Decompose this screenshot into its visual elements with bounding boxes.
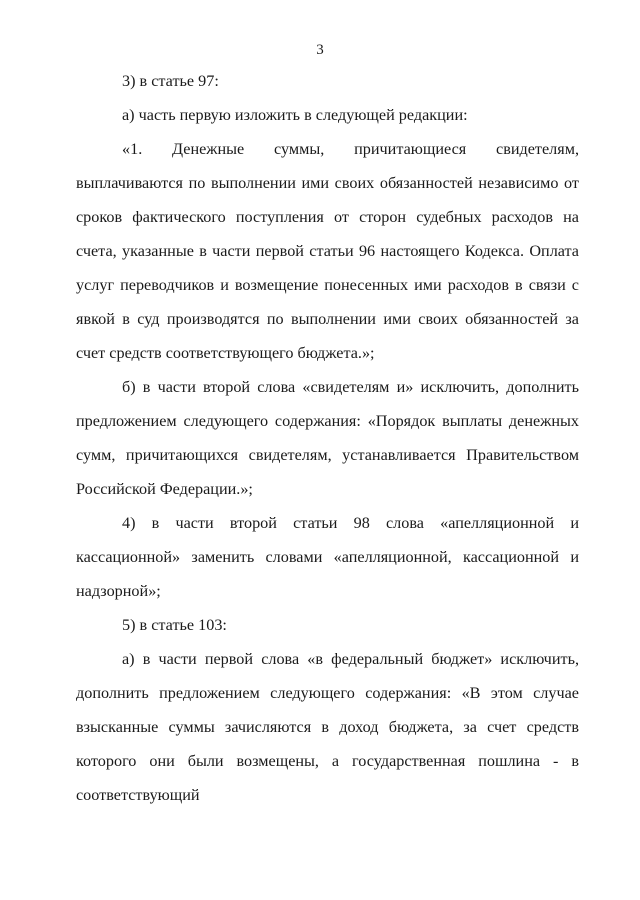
paragraph-item-5-article-103: 5) в статье 103: (122, 616, 227, 634)
page-number: 3 (316, 42, 324, 58)
paragraph-new-wording-part-1: «1. Денежные суммы, причитающиеся свидетелям, выплачиваются по выполнении ими своих обязанностей независимо от сроков фактического поступления от сторон судебных расходов на счета, указанные в части первой статьи 96 настоящего Кодекса. Оплата услуг переводчиков и возмещение понесенных ими расходов в связи с явкой в суд производятся по выполнении ими своих обязанностей за счет средств соответствующего бюджета.»; (76, 140, 579, 362)
paragraph-item-4-article-98: 4) в части второй статьи 98 слова «апелляционной и кассационной» заменить словами «апелляционной, кассационной и надзорной»; (76, 514, 579, 600)
document-body (76, 64, 579, 812)
paragraph-subitem-b-second-part: б) в части второй слова «свидетелям и» исключить, дополнить предложением следующего содержания: «Порядок выплаты денежных сумм, причитающихся свидетелям, устанавливается Правительством Российской Федерации.»; (76, 378, 579, 498)
paragraph-subitem-a-article-103: а) в части первой слова «в федеральный бюджет» исключить, дополнить предложением следующего содержания: «В этом случае взысканные суммы зачисляются в доход бюджета, за счет средств которого они были возмещены, а государственная пошлина - в соответствующий (76, 650, 579, 804)
paragraph-item-3-article-97: 3) в статье 97: (122, 72, 219, 90)
paragraph-subitem-a-first-part: а) часть первую изложить в следующей редакции: (122, 106, 468, 124)
